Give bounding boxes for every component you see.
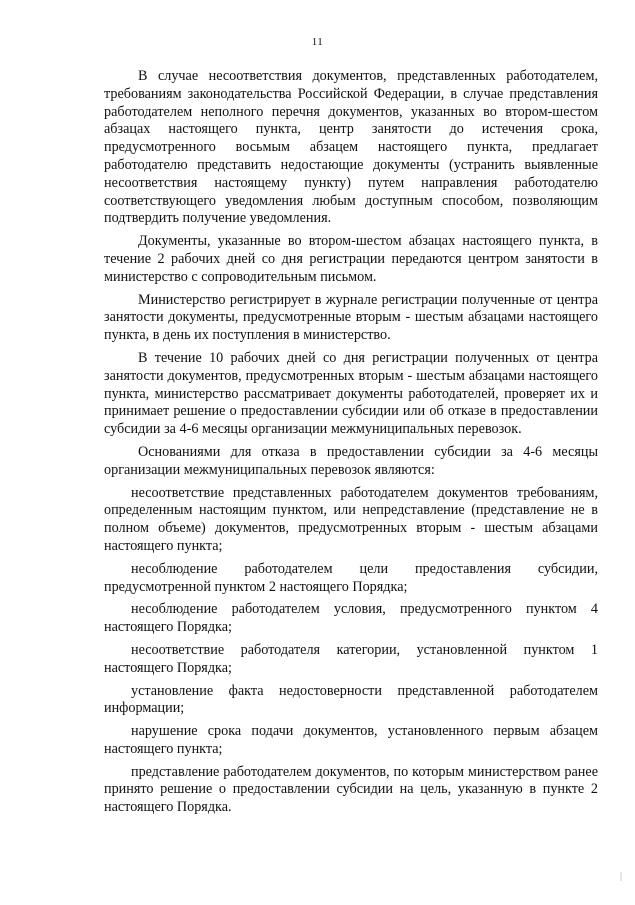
paragraph-refusal-grounds-intro: Основаниями для отказа в предоставлении субсидии за 4-6 месяцы организации межмуниципальных перевозок являются: — [104, 443, 598, 478]
paragraph-registration: Министерство регистрирует в журнале регистрации полученные от центра занятости документы, предусмотренные вторым - шестым абзацами настоящего пункта, в день их поступления в министерство. — [104, 291, 598, 344]
refusal-ground-item: несоответствие представленных работодателем документов требованиям, определенным настоящим пунктом, или непредставление (представление не в полном объеме) документов, предусмотренных вторым - шестым абзацами настоящего пункта; — [104, 484, 598, 554]
paragraph-review-decision: В течение 10 рабочих дней со дня регистрации полученных от центра занятости документов, предусмотренных вторым - шестым абзацами настоящего пункта, министерство рассматривает документы работодателей, проверяет их и принимает решение о предоставлении субсидии или об отказе в предоставлении субсидии за 4-6 месяцы организации межмуниципальных перевозок. — [104, 349, 598, 438]
refusal-ground-item: несоблюдение работодателем цели предоставления субсидии, предусмотренной пунктом 2 настоящего Порядка; — [104, 560, 598, 595]
page-number: 11 — [311, 36, 324, 48]
refusal-ground-item: установление факта недостоверности представленной работодателем информации; — [104, 682, 598, 717]
refusal-ground-item: представление работодателем документов, по которым министерством ранее принято решение о предоставлении субсидии на цель, указанную в пункте 2 настоящего Порядка. — [104, 763, 598, 816]
paragraph-documents-mismatch: В случае несоответствия документов, представленных работодателем, требованиям законодательства Российской Федерации, в случае представления работодателем неполного перечня документов, указанных во втором-шестом абзацах настоящего пункта, центр занятости до истечения срока, предусмотренного восьмым абзацем настоящего пункта, предлагает работодателю представить недостающие документы (устранить выявленные несоответствия настоящему пункту) путем направления работодателю соответствующего уведомления любым доступным способом, позволяющим подтвердить получение уведомления. — [104, 68, 598, 227]
document-body — [104, 68, 598, 821]
refusal-ground-item: несоответствие работодателя категории, установленной пунктом 1 настоящего Порядка; — [104, 641, 598, 676]
refusal-ground-item: нарушение срока подачи документов, установленного первым абзацем настоящего пункта; — [104, 723, 598, 757]
paragraph-transfer-to-ministry: Документы, указанные во втором-шестом абзацах настоящего пункта, в течение 2 рабочих дней со дня регистрации передаются центром занятости в министерство с сопроводительным письмом. — [104, 233, 598, 285]
scan-artifact — [620, 872, 622, 881]
refusal-ground-item: несоблюдение работодателем условия, предусмотренного пунктом 4 настоящего Порядка; — [104, 601, 598, 636]
